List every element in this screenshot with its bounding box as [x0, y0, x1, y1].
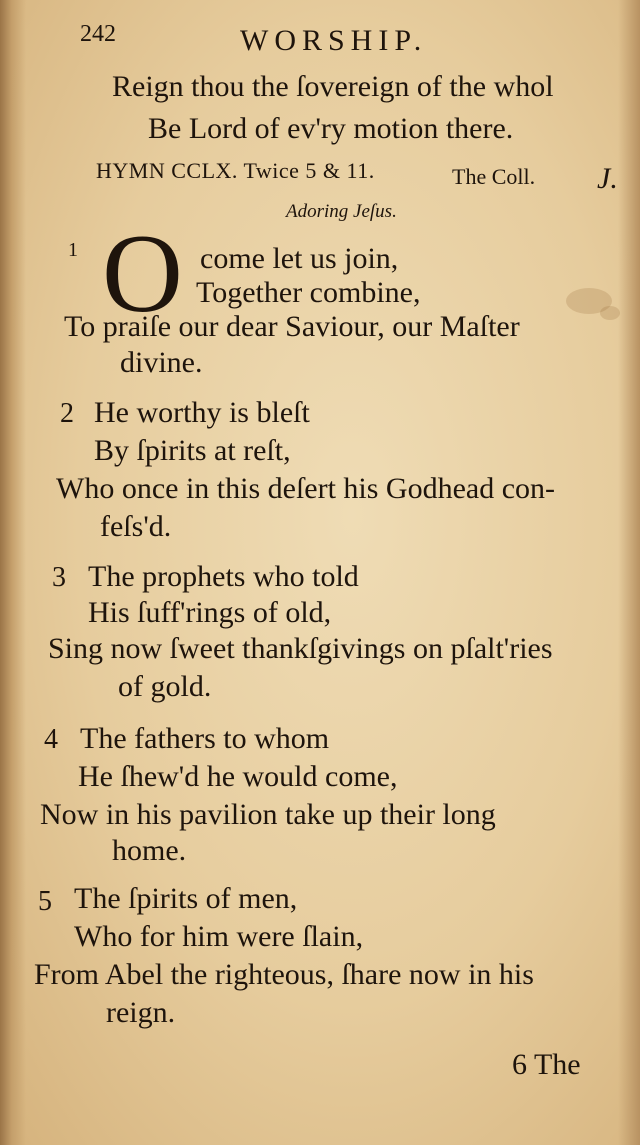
meter-mark: J. [597, 162, 618, 195]
verse-number: 5 [38, 886, 52, 917]
verse-line: The ſpirits of men, [74, 882, 298, 915]
hymn-heading: HYMN CCLX. Twice 5 & 11. [96, 158, 375, 183]
verse-line: Now in his pavilion take up their long [40, 798, 496, 831]
page-number: 242 [80, 21, 116, 47]
verse-line: come let us join, [200, 242, 399, 275]
verse-line: Who for him were ſlain, [74, 920, 364, 953]
page-edge-left [0, 0, 26, 1145]
drop-cap: O [102, 212, 183, 336]
verse-line: From Abel the righteous, ſhare now in his [34, 958, 534, 991]
ink-stain [600, 306, 620, 320]
verse-line: The fathers to whom [80, 722, 330, 755]
verse-line: He ſhew'd he would come, [78, 760, 398, 793]
tune-name: The Coll. [452, 164, 536, 189]
verse-line: Sing now ſweet thankſgivings on pſalt'ries [48, 632, 553, 665]
verse-line: Together combine, [196, 276, 421, 309]
verse-line: of gold. [118, 670, 212, 703]
verse-line: feſs'd. [100, 510, 172, 543]
verse-number: 2 [60, 398, 74, 429]
hymn-subtitle: Adoring Jeſus. [286, 201, 397, 222]
verse-line: The prophets who told [88, 560, 359, 593]
verse-line: reign. [106, 996, 176, 1029]
verse-line: By ſpirits at reſt, [94, 434, 291, 467]
verse-line: Who once in this deſert his Godhead con- [56, 472, 556, 505]
text-line: Be Lord of ev'ry motion there. [148, 112, 514, 145]
verse-number: 1 [68, 239, 78, 261]
catchword: 6 The [512, 1048, 581, 1081]
verse-line: His ſuff'rings of old, [88, 596, 332, 629]
verse-number: 4 [44, 724, 58, 755]
text-line: Reign thou the ſovereign of the whol [112, 70, 554, 103]
verse-line: To praiſe our dear Saviour, our Maſter [64, 310, 520, 343]
verse-line: He worthy is bleſt [94, 396, 310, 429]
verse-line: home. [112, 834, 187, 867]
running-head: WORSHIP. [240, 24, 428, 57]
page-edge-right [618, 0, 640, 1145]
verse-number: 3 [52, 562, 66, 593]
verse-line: divine. [120, 346, 203, 379]
